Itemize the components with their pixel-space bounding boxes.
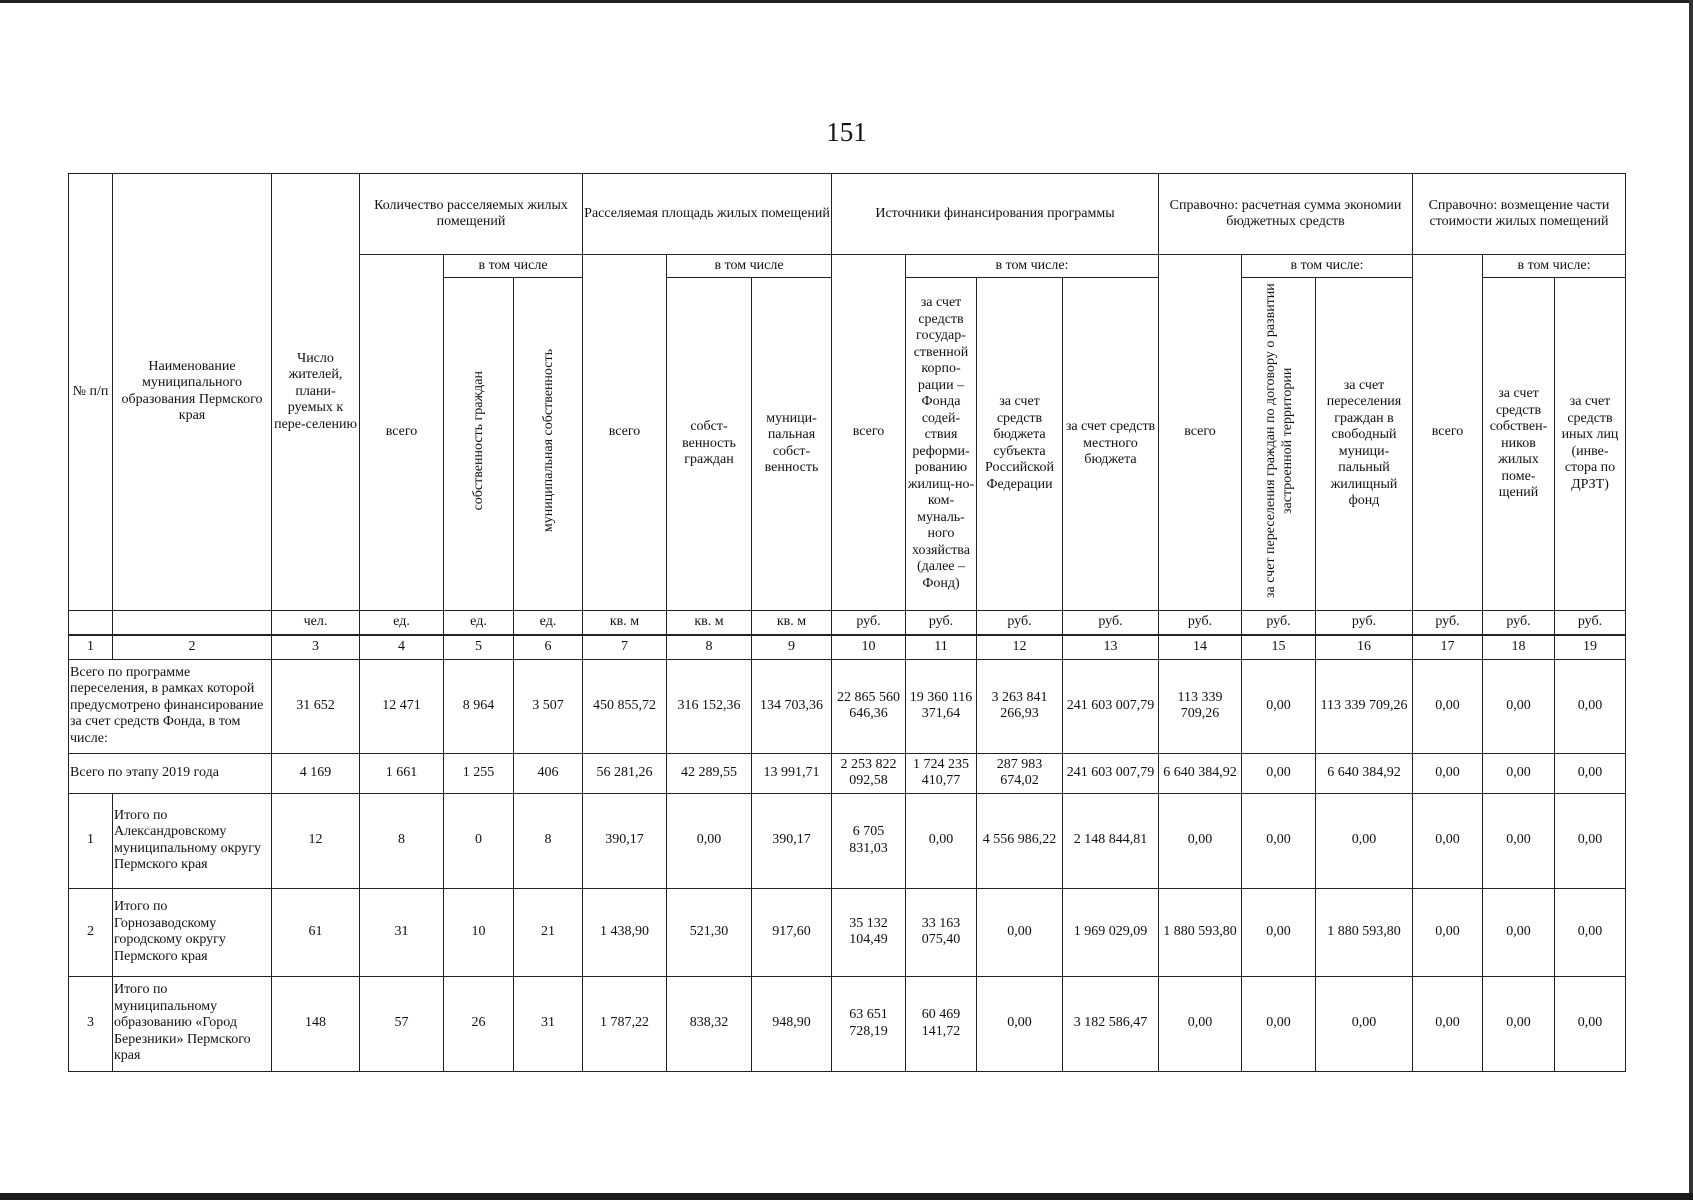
header-fund-total: всего bbox=[832, 255, 906, 611]
value-cell: 12 471 bbox=[360, 659, 444, 753]
value-cell: 134 703,36 bbox=[752, 659, 832, 753]
column-number: 18 bbox=[1483, 635, 1555, 660]
value-cell: 2 253 822 092,58 bbox=[832, 753, 906, 793]
value-cell: 0,00 bbox=[1413, 793, 1483, 888]
summary-label: Всего по программе переселения, в рамках которой предусмотрено финансирование за счет средств Фонда, в том числе: bbox=[69, 659, 272, 753]
header-count-in-that: в том числе bbox=[444, 255, 583, 278]
value-cell: 0,00 bbox=[1413, 753, 1483, 793]
header-area-owned: собст-венность граждан bbox=[667, 278, 752, 611]
value-cell: 390,17 bbox=[752, 793, 832, 888]
header-refund-others: за счет средств иных лиц (инве-стора по ДРЗТ) bbox=[1555, 278, 1626, 611]
unit-cell: ед. bbox=[360, 610, 444, 635]
value-cell: 450 855,72 bbox=[583, 659, 667, 753]
value-cell: 917,60 bbox=[752, 888, 832, 976]
header-refund-total: всего bbox=[1413, 255, 1483, 611]
column-number: 4 bbox=[360, 635, 444, 660]
header-residents: Число жителей, плани-руемых к пере-селению bbox=[272, 174, 360, 611]
value-cell: 838,32 bbox=[667, 976, 752, 1071]
value-cell: 0,00 bbox=[1483, 888, 1555, 976]
value-cell: 22 865 560 646,36 bbox=[832, 659, 906, 753]
column-number: 17 bbox=[1413, 635, 1483, 660]
header-count-owned bbox=[444, 278, 514, 611]
header-fund-in-that: в том числе: bbox=[906, 255, 1159, 278]
unit-cell: руб. bbox=[832, 610, 906, 635]
value-cell: 148 bbox=[272, 976, 360, 1071]
column-number: 15 bbox=[1242, 635, 1316, 660]
value-cell: 0,00 bbox=[667, 793, 752, 888]
unit-cell: кв. м bbox=[667, 610, 752, 635]
row-number: 2 bbox=[69, 888, 113, 976]
value-cell: 241 603 007,79 bbox=[1063, 659, 1159, 753]
value-cell: 57 bbox=[360, 976, 444, 1071]
column-number: 5 bbox=[444, 635, 514, 660]
value-cell: 4 556 986,22 bbox=[977, 793, 1063, 888]
header-area-total: всего bbox=[583, 255, 667, 611]
summary-label: Всего по этапу 2019 года bbox=[69, 753, 272, 793]
value-cell: 113 339 709,26 bbox=[1159, 659, 1242, 753]
value-cell: 35 132 104,49 bbox=[832, 888, 906, 976]
unit-cell: ед. bbox=[444, 610, 514, 635]
value-cell: 521,30 bbox=[667, 888, 752, 976]
unit-cell: кв. м bbox=[752, 610, 832, 635]
column-number: 19 bbox=[1555, 635, 1626, 660]
value-cell: 4 169 bbox=[272, 753, 360, 793]
value-cell: 56 281,26 bbox=[583, 753, 667, 793]
value-cell: 0,00 bbox=[1555, 793, 1626, 888]
value-cell: 19 360 116 371,64 bbox=[906, 659, 977, 753]
header-area-municipal: муници-пальная собст-венность bbox=[752, 278, 832, 611]
value-cell: 0,00 bbox=[1242, 976, 1316, 1071]
header-group-saving: Справочно: расчетная сумма экономии бюджетных средств bbox=[1159, 174, 1413, 255]
value-cell: 31 bbox=[514, 976, 583, 1071]
value-cell: 33 163 075,40 bbox=[906, 888, 977, 976]
page-number: 151 bbox=[826, 117, 867, 147]
column-number: 11 bbox=[906, 635, 977, 660]
unit-cell: руб. bbox=[1413, 610, 1483, 635]
value-cell: 0,00 bbox=[1555, 888, 1626, 976]
value-cell: 0,00 bbox=[1413, 659, 1483, 753]
column-number: 9 bbox=[752, 635, 832, 660]
value-cell: 0,00 bbox=[1316, 793, 1413, 888]
value-cell: 13 991,71 bbox=[752, 753, 832, 793]
unit-cell: руб. bbox=[1483, 610, 1555, 635]
header-saving-free: за счет переселения граждан в свободный муници-пальный жилищный фонд bbox=[1316, 278, 1413, 611]
row-name: Итого по муниципальному образованию «Город Березники» Пермского края bbox=[113, 976, 272, 1071]
column-number: 13 bbox=[1063, 635, 1159, 660]
unit-cell: руб. bbox=[1242, 610, 1316, 635]
unit-cell: руб. bbox=[1316, 610, 1413, 635]
row-name: Итого по Горнозаводскому городскому округу Пермского края bbox=[113, 888, 272, 976]
column-number: 6 bbox=[514, 635, 583, 660]
value-cell: 0 bbox=[444, 793, 514, 888]
summary-row-program bbox=[69, 659, 1626, 753]
value-cell: 1 880 593,80 bbox=[1316, 888, 1413, 976]
column-number: 16 bbox=[1316, 635, 1413, 660]
value-cell: 0,00 bbox=[1242, 659, 1316, 753]
value-cell: 6 640 384,92 bbox=[1159, 753, 1242, 793]
header-count-owned-text: собственность граждан bbox=[471, 371, 486, 511]
value-cell: 0,00 bbox=[1242, 793, 1316, 888]
value-cell: 3 182 586,47 bbox=[1063, 976, 1159, 1071]
header-name: Наименование муниципального образования Пермского края bbox=[113, 174, 272, 611]
value-cell: 0,00 bbox=[1242, 888, 1316, 976]
value-cell: 0,00 bbox=[1483, 976, 1555, 1071]
header-group-funding: Источники финансирования программы bbox=[832, 174, 1159, 255]
value-cell: 8 964 bbox=[444, 659, 514, 753]
unit-blank-1 bbox=[69, 610, 113, 635]
value-cell: 8 bbox=[514, 793, 583, 888]
value-cell: 0,00 bbox=[1413, 888, 1483, 976]
row-name: Итого по Александровскому муниципальному округу Пермского края bbox=[113, 793, 272, 888]
value-cell: 0,00 bbox=[1413, 976, 1483, 1071]
unit-blank-2 bbox=[113, 610, 272, 635]
value-cell: 0,00 bbox=[1483, 793, 1555, 888]
header-count-municipal bbox=[514, 278, 583, 611]
column-number: 8 bbox=[667, 635, 752, 660]
value-cell: 948,90 bbox=[752, 976, 832, 1071]
column-number: 7 bbox=[583, 635, 667, 660]
value-cell: 0,00 bbox=[906, 793, 977, 888]
header-fund-region: за счет средств бюджета субъекта Российской Федерации bbox=[977, 278, 1063, 611]
resettlement-table bbox=[68, 173, 1626, 1072]
value-cell: 1 969 029,09 bbox=[1063, 888, 1159, 976]
header-area-in-that: в том числе bbox=[667, 255, 832, 278]
value-cell: 406 bbox=[514, 753, 583, 793]
value-cell: 42 289,55 bbox=[667, 753, 752, 793]
unit-cell: руб. bbox=[1555, 610, 1626, 635]
header-saving-total: всего bbox=[1159, 255, 1242, 611]
value-cell: 0,00 bbox=[1159, 793, 1242, 888]
value-cell: 1 724 235 410,77 bbox=[906, 753, 977, 793]
column-number: 3 bbox=[272, 635, 360, 660]
value-cell: 1 255 bbox=[444, 753, 514, 793]
header-count-total: всего bbox=[360, 255, 444, 611]
column-number: 10 bbox=[832, 635, 906, 660]
value-cell: 0,00 bbox=[977, 888, 1063, 976]
value-cell: 0,00 bbox=[1316, 976, 1413, 1071]
unit-cell: руб. bbox=[1063, 610, 1159, 635]
header-refund-owners: за счет средств собствен-ников жилых поме-щений bbox=[1483, 278, 1555, 611]
header-refund-in-that: в том числе: bbox=[1483, 255, 1626, 278]
column-number: 14 bbox=[1159, 635, 1242, 660]
header-fund-local: за счет средств местного бюджета bbox=[1063, 278, 1159, 611]
value-cell: 10 bbox=[444, 888, 514, 976]
value-cell: 1 661 bbox=[360, 753, 444, 793]
bottom-border bbox=[0, 1193, 1693, 1200]
value-cell: 0,00 bbox=[1242, 753, 1316, 793]
value-cell: 61 bbox=[272, 888, 360, 976]
value-cell: 12 bbox=[272, 793, 360, 888]
value-cell: 0,00 bbox=[1483, 659, 1555, 753]
unit-cell: руб. bbox=[1159, 610, 1242, 635]
value-cell: 2 148 844,81 bbox=[1063, 793, 1159, 888]
value-cell: 0,00 bbox=[1159, 976, 1242, 1071]
value-cell: 113 339 709,26 bbox=[1316, 659, 1413, 753]
unit-cell: чел. bbox=[272, 610, 360, 635]
table-row bbox=[69, 793, 1626, 888]
value-cell: 0,00 bbox=[1555, 976, 1626, 1071]
row-number: 3 bbox=[69, 976, 113, 1071]
value-cell: 60 469 141,72 bbox=[906, 976, 977, 1071]
header-num: № п/п bbox=[69, 174, 113, 611]
value-cell: 0,00 bbox=[1555, 659, 1626, 753]
table-row bbox=[69, 976, 1626, 1071]
value-cell: 31 652 bbox=[272, 659, 360, 753]
value-cell: 1 438,90 bbox=[583, 888, 667, 976]
value-cell: 241 603 007,79 bbox=[1063, 753, 1159, 793]
value-cell: 0,00 bbox=[1555, 753, 1626, 793]
column-number: 2 bbox=[113, 635, 272, 660]
value-cell: 0,00 bbox=[1483, 753, 1555, 793]
header-saving-contract-text: за счет переселения граждан по договору о развитии застроенной территории bbox=[1262, 283, 1295, 599]
value-cell: 26 bbox=[444, 976, 514, 1071]
value-cell: 1 880 593,80 bbox=[1159, 888, 1242, 976]
value-cell: 31 bbox=[360, 888, 444, 976]
column-number: 12 bbox=[977, 635, 1063, 660]
row-number: 1 bbox=[69, 793, 113, 888]
header-group-count: Количество расселяемых жилых помещений bbox=[360, 174, 583, 255]
value-cell: 0,00 bbox=[977, 976, 1063, 1071]
value-cell: 63 651 728,19 bbox=[832, 976, 906, 1071]
value-cell: 21 bbox=[514, 888, 583, 976]
unit-cell: ед. bbox=[514, 610, 583, 635]
header-saving-in-that: в том числе: bbox=[1242, 255, 1413, 278]
column-number: 1 bbox=[69, 635, 113, 660]
value-cell: 3 263 841 266,93 bbox=[977, 659, 1063, 753]
header-group-refund: Справочно: возмещение части стоимости жилых помещений bbox=[1413, 174, 1626, 255]
header-fund-fond: за счет средств государ-ственной корпо-рации – Фонда содей-ствия реформи-рованию жилищ-но-ком-муналь-ного хозяйства (далее – Фонд) bbox=[906, 278, 977, 611]
top-border bbox=[0, 0, 1693, 3]
value-cell: 3 507 bbox=[514, 659, 583, 753]
header-saving-contract bbox=[1242, 278, 1316, 611]
value-cell: 316 152,36 bbox=[667, 659, 752, 753]
value-cell: 6 705 831,03 bbox=[832, 793, 906, 888]
right-border bbox=[1689, 0, 1693, 1200]
header-group-area: Расселяемая площадь жилых помещений bbox=[583, 174, 832, 255]
unit-cell: руб. bbox=[906, 610, 977, 635]
unit-cell: кв. м bbox=[583, 610, 667, 635]
value-cell: 1 787,22 bbox=[583, 976, 667, 1071]
value-cell: 6 640 384,92 bbox=[1316, 753, 1413, 793]
value-cell: 390,17 bbox=[583, 793, 667, 888]
value-cell: 8 bbox=[360, 793, 444, 888]
summary-row-2019 bbox=[69, 753, 1626, 793]
table-row bbox=[69, 888, 1626, 976]
value-cell: 287 983 674,02 bbox=[977, 753, 1063, 793]
header-count-municipal-text: муниципальная собственность bbox=[540, 349, 556, 533]
unit-cell: руб. bbox=[977, 610, 1063, 635]
